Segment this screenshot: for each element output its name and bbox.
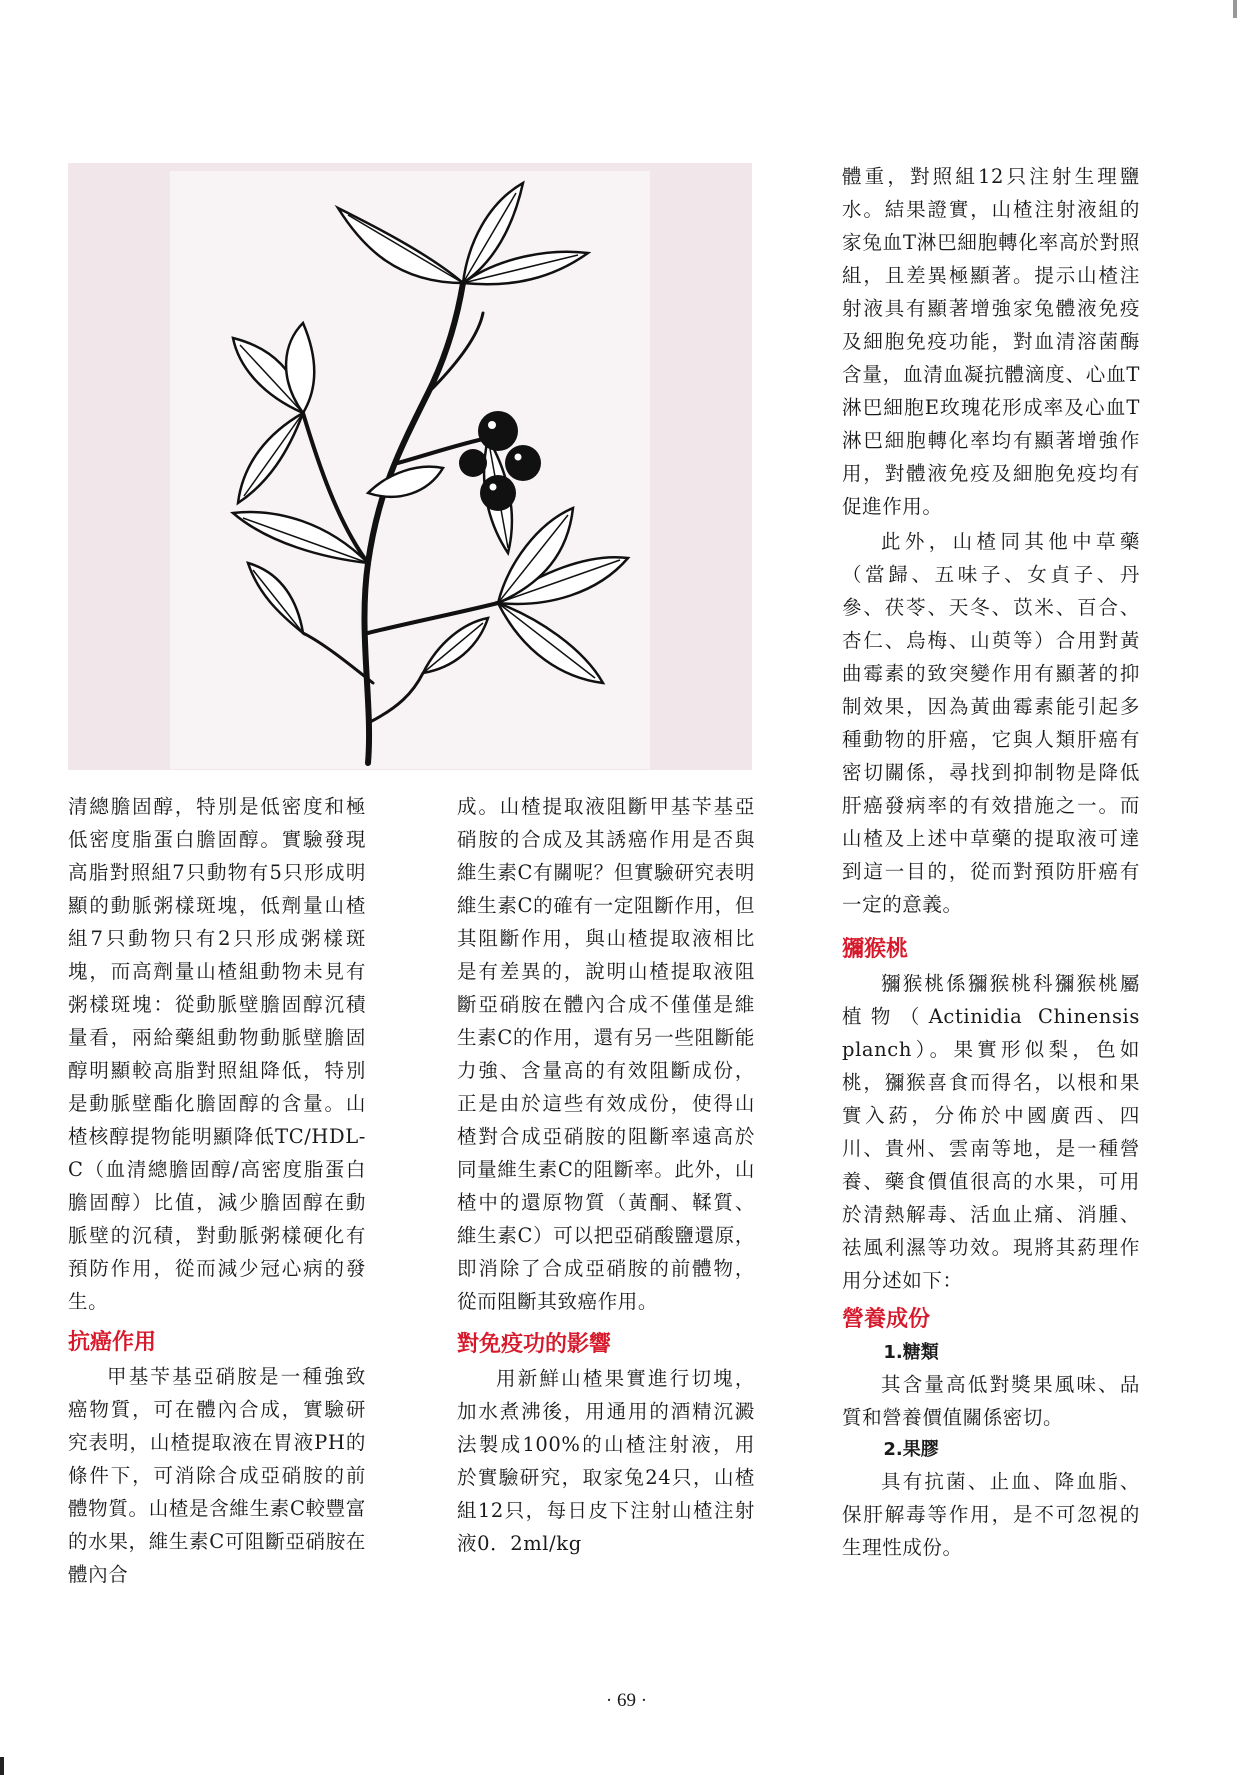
column-3 (842, 160, 1140, 1564)
heading-immunity: 對免疫功的影響 (457, 1332, 612, 1357)
col3-paragraph-4: 其含量高低對獎果風味、品質和營養價值關係密切。 (842, 1373, 1140, 1429)
col3-paragraph-1: 體重，對照組12只注射生理鹽水。結果證實，山楂注射液組的家兔血T淋巴細胞轉化率高於對照組，且差異極顯著。提示山楂注射液具有顯著增強家兔體液免疫及細胞免疫功能，對血清溶菌酶含量，血清血凝抗體滴度、心血T淋巴細胞E玫瑰花形成率及心血T淋巴細胞轉化率均有顯著增強作用，對體液免疫及細胞免疫均有促進作用。 (842, 165, 1140, 518)
subheading-pectin: 2.果膠 (883, 1439, 939, 1460)
subheading-sugars: 1.糖類 (883, 1342, 939, 1363)
col3-paragraph-3: 獼猴桃係獼猴桃科獼猴桃屬植物（Actinidia Chinensis planch）。果實形似梨，色如桃，獼猴喜食而得名，以根和果實入葯，分佈於中國廣西、四川、貴州、雲南等地，是一種營養、藥食價值很高的水果，可用於清熱解毒、活血止痛、消腫、祛風利濕等功效。現將其葯理作用分述如下： (842, 972, 1140, 1292)
hawthorn-illustration-icon (68, 163, 752, 770)
col1-paragraph-2: 甲基苄基亞硝胺是一種強致癌物質，可在體內合成，實驗研究表明，山楂提取液在胃液PH的條件下，可消除合成亞硝胺的前體物質。山楂是含維生素C較豐富的水果，維生素C可阻斷亞硝胺在體內合 (68, 1365, 366, 1586)
scan-mark-top (1233, 0, 1237, 18)
col2-paragraph-1: 成。山楂提取液阻斷甲基苄基亞硝胺的合成及其誘癌作用是否與維生素C有關呢？但實驗研究表明維生素C的確有一定阻斷作用，但其阻斷作用，與山楂提取液相比是有差異的，說明山楂提取液阻斷亞硝胺在體內合成不僅僅是維生素C的作用，還有另一些阻斷能力強、含量高的有效阻斷成份，正是由於這些有效成份，使得山楂對合成亞硝胺的阻斷率遠高於同量維生素C的阻斷率。此外，山楂中的還原物質（黃酮、鞣質、維生素C）可以把亞硝酸鹽還原，即消除了合成亞硝胺的前體物，從而阻斷其致癌作用。 (457, 795, 755, 1313)
col3-paragraph-2: 此外，山楂同其他中草藥（當歸、五味子、女貞子、丹參、茯苓、天冬、苡米、百合、杏仁、烏梅、山萸等）合用對黃曲霉素的致突變作用有顯著的抑制效果，因為黃曲霉素能引起多種動物的肝癌，它與人類肝癌有密切關係，尋找到抑制物是降低肝癌發病率的有效措施之一。而山楂及上述中草藥的提取液可達到這一目的，從而對預防肝癌有一定的意義。 (842, 530, 1140, 916)
col1-paragraph-1: 清總膽固醇，特別是低密度和極低密度脂蛋白膽固醇。實驗發現高脂對照組7只動物有5只形成明顯的動脈粥樣斑塊，低劑量山楂組7只動物只有2只形成粥樣斑塊，而高劑量山楂組動物未見有粥樣斑塊：從動脈壁膽固醇沉積量看，兩給藥組動物動脈壁膽固醇明顯較高脂對照組降低，特別是動脈壁酯化膽固醇的含量。山楂核醇提物能明顯降低TC/HDL-C（血清總膽固醇/高密度脂蛋白膽固醇）比值，減少膽固醇在動脈壁的沉積，對動脈粥樣硬化有預防作用，從而減少冠心病的發生。 (68, 795, 366, 1313)
column-1 (68, 790, 366, 1591)
scan-mark-bottom (0, 1757, 4, 1775)
hawthorn-figure (68, 163, 752, 770)
heading-anticancer: 抗癌作用 (68, 1330, 157, 1355)
page-number: · 69 · (605, 1690, 648, 1711)
heading-kiwifruit: 獼猴桃 (842, 937, 909, 962)
heading-nutrition: 營養成份 (842, 1307, 931, 1332)
col2-paragraph-2: 用新鮮山楂果實進行切塊，加水煮沸後，用通用的酒精沉澱法製成100%的山楂注射液，用於實驗研究，取家兔24只，山楂組12只，每日皮下注射山楂注射液0．2ml/kg (457, 1367, 755, 1555)
column-2 (457, 790, 755, 1560)
col3-paragraph-5: 具有抗菌、止血、降血脂、保肝解毒等作用，是不可忽視的生理性成份。 (842, 1470, 1140, 1559)
